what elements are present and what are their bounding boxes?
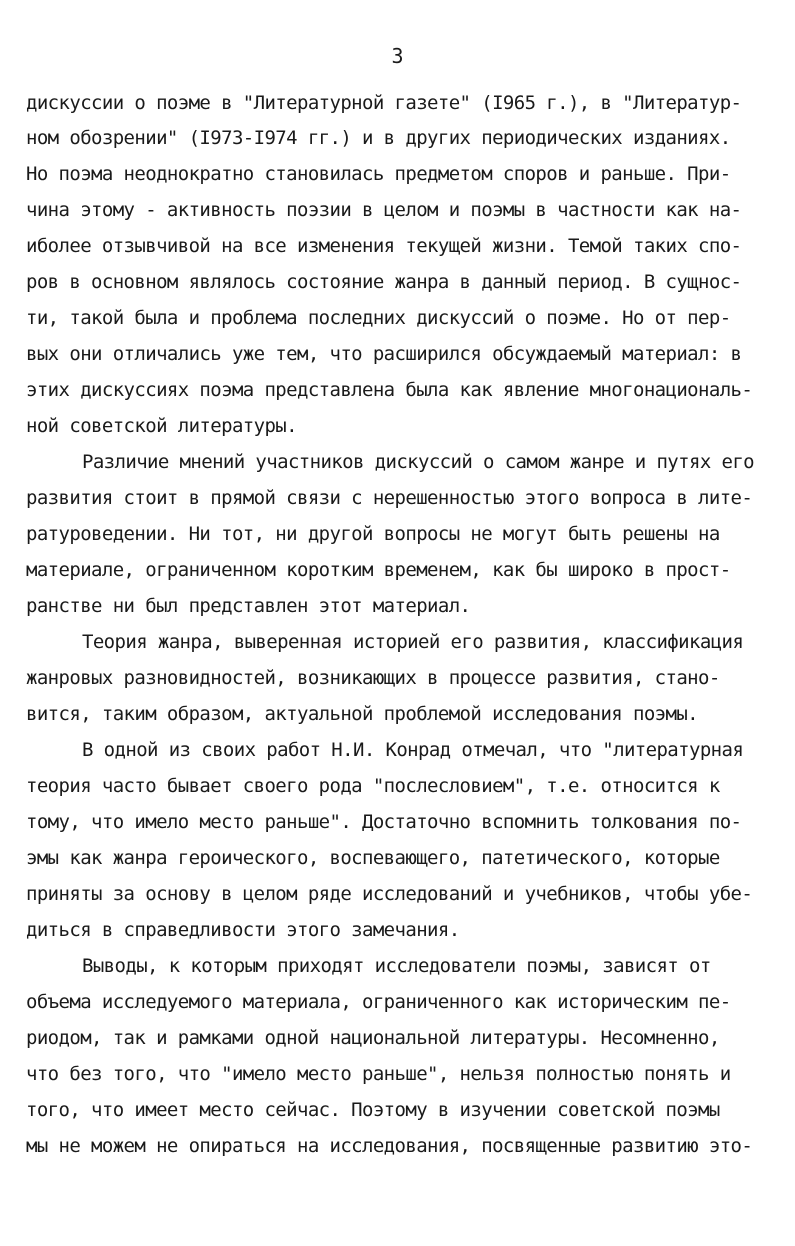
text-line: Но поэма неоднократно становилась предметом споров и раньше. При- [26, 163, 731, 185]
text-line: что без того, что "имело место раньше", нельзя полностью понять и [26, 1063, 731, 1085]
text-line: вится, таким образом, актуальной проблемой исследования поэмы. [26, 703, 699, 725]
text-line: теория часто бывает своего рода "послесловием", т.е. относится к [26, 775, 720, 797]
text-line: жанровых разновидностей, возникающих в процессе развития, стано- [26, 667, 720, 689]
text-line: эмы как жанра героического, воспевающего, патетического, которые [26, 847, 720, 869]
text-line: того, что имеет место сейчас. Поэтому в изучении советской поэмы [26, 1099, 720, 1121]
text-line: ной советской литературы. [26, 415, 297, 437]
text-line: дискуссии о поэме в "Литературной газете" (I965 г.), в "Литератур- [26, 92, 742, 114]
paragraph-first-line: Теория жанра, выверенная историей его развития, классификация [82, 631, 744, 653]
text-line: риодом, так и рамками одной национальной литературы. Несомненно, [26, 1027, 720, 1049]
text-line: объема исследуемого материала, ограниченного как историческим пе- [26, 991, 731, 1013]
text-line: этих дискуссиях поэма представлена была как явление многонациональ- [26, 379, 753, 401]
paragraph-first-line: Различие мнений участников дискуссий о самом жанре и путях его [82, 451, 755, 473]
text-line: ратуроведении. Ни тот, ни другой вопросы не могут быть решены на [26, 523, 720, 545]
text-line: чина этому - активность поэзии в целом и поэмы в частности как на- [26, 199, 742, 221]
text-line: ранстве ни был представлен этот материал. [26, 595, 471, 617]
text-line: ном обозрении" (I973-I974 гг.) и в других периодических изданиях. [26, 127, 731, 149]
text-line: ров в основном являлось состояние жанра в данный период. В сущнос- [26, 271, 742, 293]
text-line: приняты за основу в целом ряде исследований и учебников, чтобы убе- [26, 883, 753, 905]
page-number: 3 [391, 44, 404, 68]
text-line: тому, что имело место раньше". Достаточно вспомнить толкования по- [26, 811, 742, 833]
text-line: материале, ограниченном коротким временем, как бы широко в прост- [26, 559, 731, 581]
paragraph-first-line: В одной из своих работ Н.И. Конрад отмечал, что "литературная [82, 739, 744, 761]
text-line: развития стоит в прямой связи с нерешенностью этого вопроса в лите- [26, 487, 753, 509]
text-line: ти, такой была и проблема последних дискуссий о поэме. Но от пер- [26, 307, 731, 329]
text-line: вых они отличались уже тем, что расширился обсуждаемый материал: в [26, 343, 742, 365]
text-line: иболее отзывчивой на все изменения текущей жизни. Темой таких спо- [26, 235, 742, 257]
paragraph-first-line: Выводы, к которым приходят исследователи поэмы, зависят от [82, 955, 711, 977]
text-line: мы не можем не опираться на исследования, посвященные развитию это- [26, 1135, 753, 1157]
text-line: диться в справедливости этого замечания. [26, 919, 460, 941]
